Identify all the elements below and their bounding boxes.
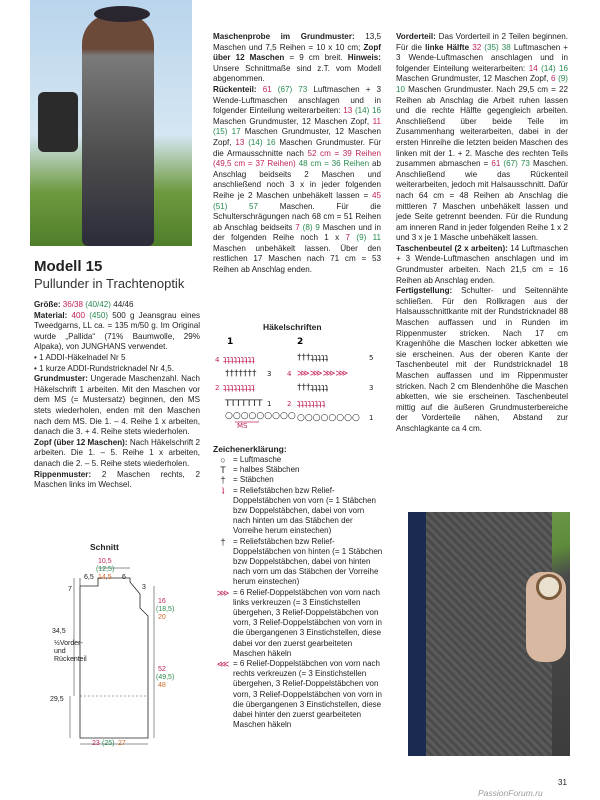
svg-text:ʇʇʇʇʇʇʇʇ: ʇʇʇʇʇʇʇʇ bbox=[297, 399, 326, 409]
model-photo-top bbox=[30, 0, 192, 246]
relief-back-icon: † bbox=[220, 536, 226, 547]
cross-left-icon: ⋙ bbox=[216, 587, 230, 598]
haekel-title: Häkelschriften bbox=[263, 322, 322, 332]
maschenprobe-paragraph: Maschenprobe im Grundmuster: 13,5 Maschen und 7,5 Reihen = 10 x 10 cm; Zopf über 12 Maschen = 9 cm breit. Hinweis: Unsere Schnittmaße sind z.T. vom Modell abgenommen. bbox=[213, 32, 382, 84]
chart1-row-4: 4 bbox=[215, 356, 220, 364]
halbes-staebchen-icon: T bbox=[220, 465, 226, 476]
chart1-row-1: 1 bbox=[267, 400, 272, 408]
svg-text:†††ʇʇʇʇʇ: †††ʇʇʇʇʇ bbox=[297, 383, 329, 393]
fertigstellung-paragraph: Fertigstellung: Schulter- und Seitennähte schließen. Für den Rollkragen aus der Halsausschnittkante mit der Rundstricknadel 88 Maschen auffassen und in Runden im Rippenmuster stricken. Nach 17 cm Kragenhöhe die Maschen locker abketten wie sie erscheinen. Aus der oberen Kante der Taschenbeutel mit der Rundstricknadel 18 Maschen auffassen und im Rippenmuster stricken. Nach 2 cm Blendenhöhe die Maschen abketten, wie sie erscheinen. Taschenbeutel mittig auf die äußeren Grundmusterbereiche der Vorderteile nähen, Abstand zur Anschlagkante ca 4 cm. bbox=[396, 286, 569, 433]
svg-text:○○○○○○○○○: ○○○○○○○○○ bbox=[225, 411, 296, 421]
cross-right-icon: ⋘ bbox=[216, 659, 230, 670]
watermark: PassionForum.ru bbox=[478, 788, 543, 798]
needle-1: • 1 ADDI-Häkelnadel Nr 5 bbox=[34, 352, 126, 362]
schnitt-top-a: 10,5 bbox=[98, 558, 112, 565]
column-3-text bbox=[396, 32, 568, 435]
svg-text:†††††††: ††††††† bbox=[225, 369, 257, 379]
schnitt-side-c: 48 bbox=[158, 682, 166, 689]
chart2-label: 2 bbox=[297, 337, 304, 347]
needle-2: • 1 kurze ADDI-Rundstricknadel Nr 4,5. bbox=[34, 363, 175, 373]
symbol-legend bbox=[213, 455, 383, 730]
svg-text:TTTTTTT: TTTTTTT bbox=[225, 399, 263, 409]
schnitt-title: Schnitt bbox=[90, 542, 119, 552]
staebchen-icon: † bbox=[220, 475, 226, 486]
page-number: 31 bbox=[558, 778, 567, 787]
schnitt-bottom-c: 27 bbox=[118, 740, 126, 747]
schnitt-label: ½Vorder- und Rückenteil bbox=[54, 640, 87, 663]
crochet-chart-graphics bbox=[213, 336, 383, 436]
legend-item: ⋘ = 6 Relief-Doppelstäbchen von vorn nach rechts verkreuzen (= 3 Einstichstellen übergehen, 3 Relief-Doppelstäbchen von vorn, 3 Relief-Doppelstäbchen von vorn in die übergangenen 3 Einstichstellen, diese dabei hinter den zuerst gearbeiteten Maschen häkeln bbox=[213, 659, 383, 730]
schnitt-bottom-a: 23 bbox=[92, 740, 100, 747]
legend-item: † = Stäbchen bbox=[213, 475, 383, 485]
legend-item: † = Reliefstäbchen bzw Relief-Doppelstäbchen von hinten (= 1 Stäbchen bzw Doppelstäbchen, dabei von hinten nach vorn um das Stäbchen der Vorreihe herum einstechen) bbox=[213, 537, 383, 588]
chart1-row-3: 3 bbox=[267, 370, 272, 378]
legend-title: Zeichenerklärung: bbox=[213, 444, 287, 454]
schnitt-right-b: (18,5) bbox=[156, 606, 175, 613]
crochet-charts bbox=[213, 336, 383, 436]
schnitt-top-c: 14,5 bbox=[98, 574, 112, 581]
schnitt-six-b: 6 bbox=[122, 574, 126, 581]
chart2-row-5: 5 bbox=[369, 354, 374, 362]
material-paragraph: Material: 400 (450) 500 g Jeansgrau eines Tweedgarns, LL ca. = 135 m/50 g. Im Original wurde „Pallida“ (71% Baumwolle, 29% Alpaka), von JUNGHANS verwendet. bbox=[34, 310, 200, 352]
grundmuster-paragraph: Grundmuster: Ungerade Maschenzahl. Nach Häkelschrift 1 arbeiten. Mit den Maschen vor dem MS (= Mustersatz) beginnen, den MS stets wiederholen, enden mit den Maschen nach dem MS. Die 1. – 4. Reihe 1 x arbeiten, danach die 3. + 4. Reihe stets wiederholen. bbox=[34, 374, 200, 437]
taschenbeutel-paragraph: Taschenbeutel (2 x arbeiten): 14 Luftmaschen + 3 Wende-Luftmaschen anschlagen und im Grundmuster arbeiten. Nach 21,5 cm = 16 Reihen ab Anschlag enden. bbox=[396, 243, 568, 285]
schnitt-lower: 29,5 bbox=[50, 696, 64, 703]
chart2-row-1: 1 bbox=[369, 414, 374, 422]
relief-front-icon: ʇ bbox=[221, 485, 225, 496]
model-title: Modell 15 bbox=[34, 258, 103, 275]
detail-photo-bottom bbox=[408, 512, 570, 756]
schnitt-left-total: 34,5 bbox=[52, 628, 66, 635]
column-1-text bbox=[34, 300, 200, 491]
wristwatch bbox=[536, 574, 562, 600]
schnitt-side-b: (49,5) bbox=[156, 674, 175, 681]
vorderteil-paragraph: Vorderteil: Das Vorderteil in 2 Teilen beginnen. Für die linke Hälfte 32 (35) 38 Luftmaschen + 3 Wende-Luftmaschen anschlagen und in folgender Einteilung weiterarbeiten: 14 (14) 16 Maschen Grundmuster, 12 Maschen Zopf, 6 (9) 10 Maschen Grundmuster. Nach 29,5 cm = 22 Reihen ab Anschlag die Arbeit ruhen lassen und die rechte Hälfte gegengleich arbeiten. Anschließend über beide Teile im Zusammenhang weiterarbeiten, dabei in der ersten Hinreihe die letzten beiden Maschen des linken mit der 1. + 2. Masche des rechten Teils zusammen abmaschen = 61 (67) 73 Maschen. Anschließend wie das Rückenteil weiterarbeiten, jedoch mit Halsausschnitt. Dafür nach 64 cm = 48 Reihen ab Anschlag die mittleren 7 Maschen unbehäkelt lassen und jede Seite getrennt beenden. Für die Rundung am inneren Rand in jeder folgenden Reihe 1 x 2 und 3 x je 1 Masche unbehäkelt lassen. bbox=[396, 32, 569, 243]
legend-item: ⋙ = 6 Relief-Doppelstäbchen von vorn nach links verkreuzen (= 3 Einstichstellen übergehen, 3 Relief-Doppelstäbchen von vorn, 3 Relief-Doppelstäbchen von vorn in die übergangenen 3 Einstichstellen, diese dabei vor den zuerst gearbeiteten Maschen häkeln bbox=[213, 588, 383, 659]
rippen-paragraph: Rippenmuster: 2 Maschen rechts, 2 Maschen links im Wechsel. bbox=[34, 469, 200, 490]
svg-text:†††ʇʇʇʇʇ: †††ʇʇʇʇʇ bbox=[297, 353, 329, 363]
handbag bbox=[38, 92, 78, 152]
svg-text:ʇʇʇʇʇʇʇʇʇ: ʇʇʇʇʇʇʇʇʇ bbox=[223, 383, 255, 393]
chart2-row-4: 4 bbox=[287, 370, 292, 378]
column-2-text bbox=[213, 32, 381, 276]
schnitt-bottom-b: (25) bbox=[102, 740, 115, 747]
chart1-row-2: 2 bbox=[215, 384, 220, 392]
schnitt-right-a: 16 bbox=[158, 598, 166, 605]
schnitt-side-a: 52 bbox=[158, 666, 166, 673]
chart1-ms: MS bbox=[237, 422, 248, 430]
schnitt-three: 3 bbox=[142, 584, 146, 591]
chart2-row-2: 2 bbox=[287, 400, 292, 408]
legend-item: ʇ = Reliefstäbchen bzw Relief-Doppelstäbchen von vorn (= 1 Stäbchen bzw Doppelstäbchen, dabei von vorn nach hinten um das Stäbchen der Vorreihe herum einstechen) bbox=[213, 486, 383, 537]
schnitt-six-a: 6,5 bbox=[84, 574, 94, 581]
svg-text:⋙⋙⋙⋙: ⋙⋙⋙⋙ bbox=[297, 369, 349, 379]
legend-item: T = halbes Stäbchen bbox=[213, 465, 383, 475]
schnitt-right-c: 20 bbox=[158, 614, 166, 621]
schnitt-seven: 7 bbox=[68, 586, 72, 593]
groesse-paragraph: Größe: 36/38 (40/42) 44/46 bbox=[34, 300, 134, 309]
pattern-schematic bbox=[40, 556, 200, 752]
chart2-row-3: 3 bbox=[369, 384, 374, 392]
svg-text:○○○○○○○○: ○○○○○○○○ bbox=[297, 413, 360, 423]
hat bbox=[94, 6, 150, 22]
chart1-label: 1 bbox=[227, 337, 234, 347]
rueckenteil-paragraph: Rückenteil: 61 (67) 73 Luftmaschen + 3 Wende-Luftmaschen anschlagen und in folgender Einteilung weiterarbeiten: 13 (14) 16 Maschen Grundmuster, 12 Maschen Zopf, 11 (15) 17 Maschen Grundmuster, 12 Maschen Zopf, 13 (14) 16 Maschen Grundmuster. Für die Armausschnitte nach 52 cm = 39 Reihen (49,5 cm = 37 Reihen) 48 cm = 36 Reihen ab Anschlag beidseits 2 Maschen und anschließend noch 3 x in jeder folgenden Reihe je 2 Maschen unbehäkelt lassen = 45 (51) 57 Maschen. Für die Schulterschrägungen nach 68 cm = 51 Reihen ab Anschlag beidseits 7 (8) 9 Maschen und in der folgenden Reihe noch 1 x 7 (9) 11 Maschen unbehäkelt lassen. Über den restlichen 17 Maschen nach 71 cm = 53 Reihen ab Anschlag enden. bbox=[213, 84, 382, 275]
schnitt-top-b: (12,5) bbox=[96, 566, 115, 573]
legend-item: ○ = Luftmasche bbox=[213, 455, 383, 465]
model-subtitle: Pullunder in Trachtenoptik bbox=[34, 276, 185, 291]
zopf-paragraph: Zopf (über 12 Maschen): Nach Häkelschrift 2 arbeiten. Die 1. – 5. Reihe 1 x arbeiten, danach die 2. – 5. Reihe stets wiederholen. bbox=[34, 437, 200, 468]
model-figure bbox=[82, 14, 154, 246]
luftmasche-icon: ○ bbox=[220, 455, 226, 465]
svg-text:ʇʇʇʇʇʇʇʇʇ: ʇʇʇʇʇʇʇʇʇ bbox=[223, 355, 255, 365]
